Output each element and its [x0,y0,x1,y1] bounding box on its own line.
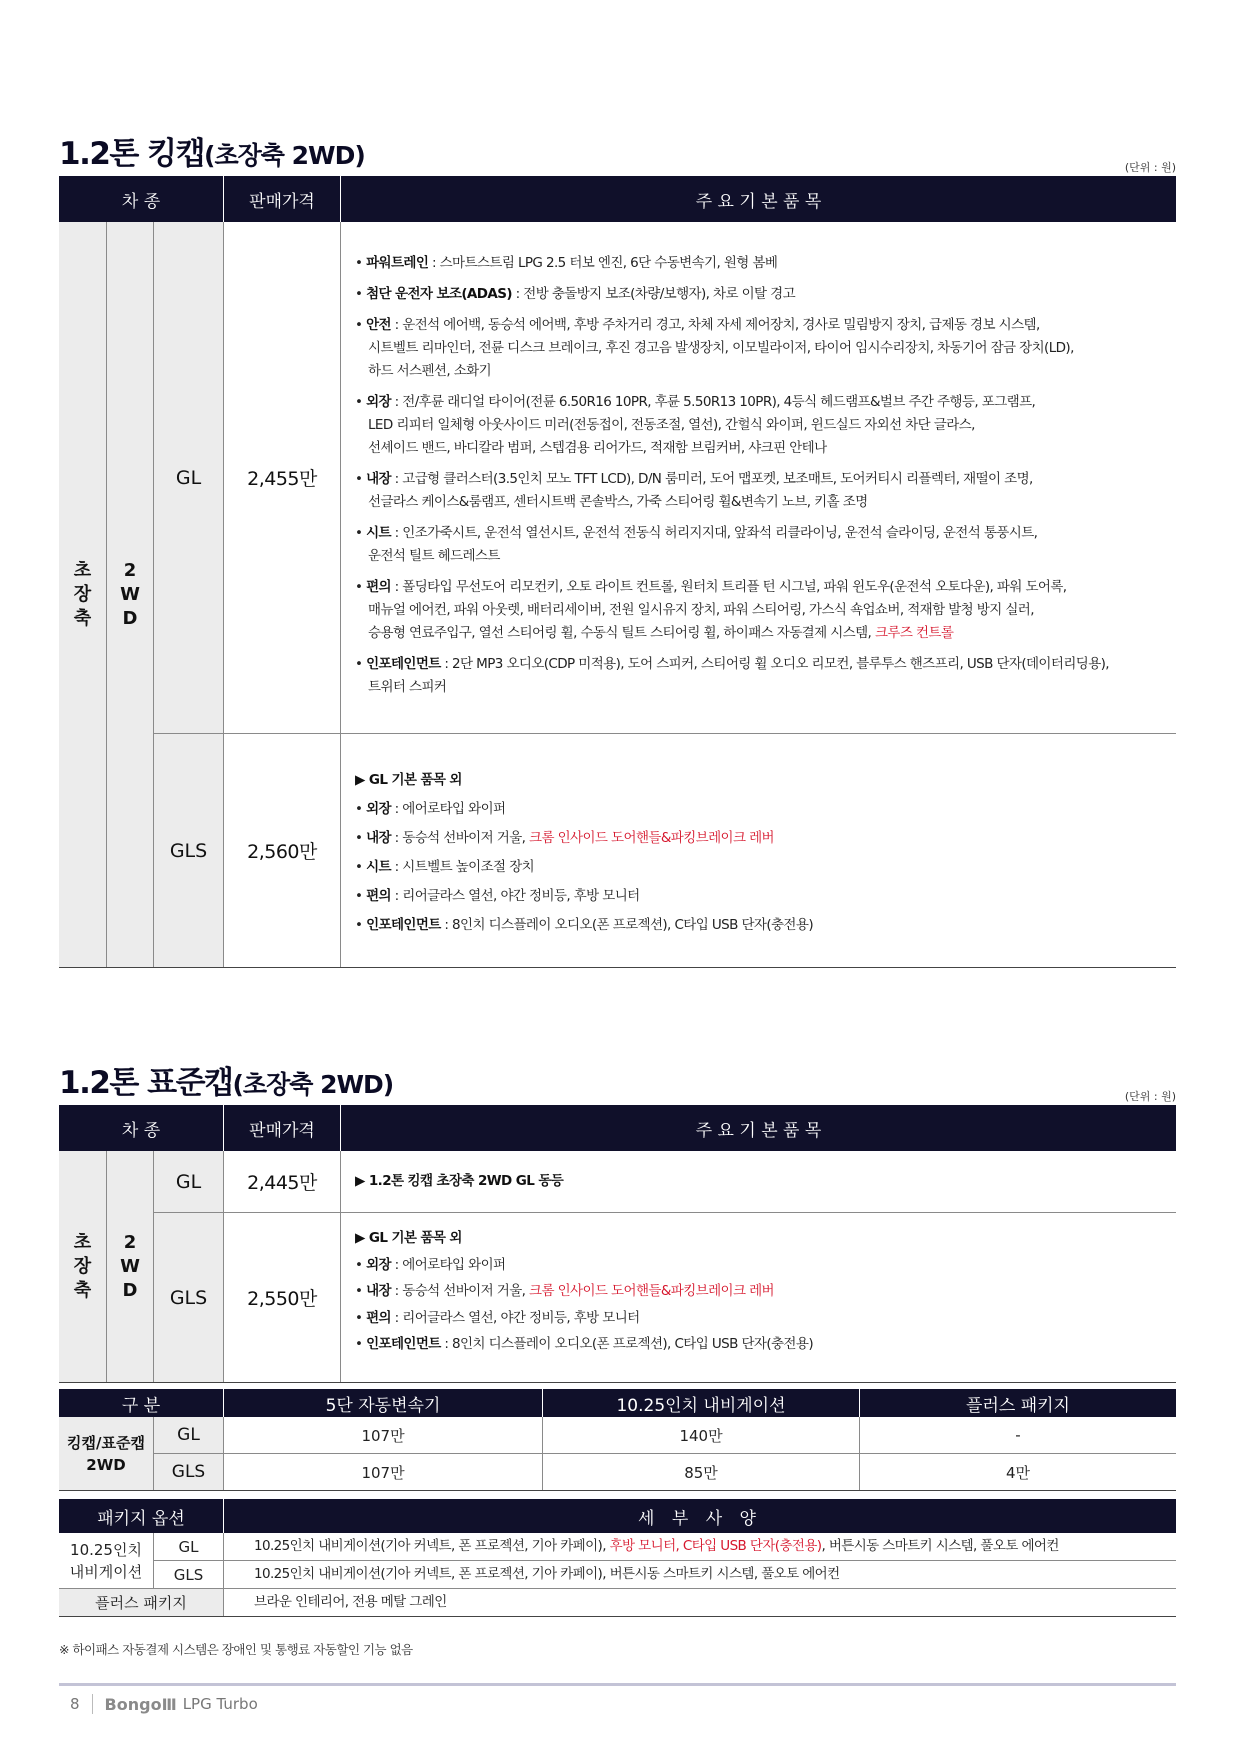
header-price: 판매가격 [224,176,340,222]
section2-table [59,1105,1176,1385]
gls-items [355,795,1170,940]
list-item: • 안전 : 운전석 에어백, 동승석 에어백, 후방 주차거리 경고, 차체 자세 제어장치, 경사로 밀림방지 장치, 급제동 경보 시스템, [355,317,1040,333]
group-drive-cell [107,222,153,967]
list-item: • 첨단 운전자 보조(ADAS) : 전방 충돌방지 보조(차량/보행자), 차로 이탈 경고 [355,286,796,302]
page-number: 8 [70,1695,80,1713]
header-category: 구 분 [59,1389,223,1417]
option-gl-plus: - [1015,1426,1021,1444]
footer-brand: BongoⅢ [104,1694,177,1714]
list-item: • 편의 : 리어글라스 열선, 야간 정비등, 후방 모니터 [355,888,640,904]
section1-table [59,176,1176,968]
group-drive-cell [107,1151,153,1382]
option-gl-transmission: 107만 [361,1426,405,1445]
group-axle-cell [59,1151,106,1382]
trim-gls-cell [154,1213,223,1382]
package-plus-detail: 브라운 인테리어, 전용 메탈 그레인 [254,1594,447,1610]
group-axle-cell [59,222,106,967]
header-price: 판매가격 [224,1105,340,1151]
option-trim-gl [154,1417,223,1453]
option-group-line2: 2WD [86,1455,126,1474]
header-items: 주 요 기 본 품 목 [341,1105,1176,1151]
list-item: • 인포테인먼트 : 8인치 디스플레이 오디오(폰 프로젝션), C타입 USB 단자(충전용) [355,917,813,933]
section1-title-main: 1.2톤 킹캡 [59,136,205,172]
gls-items-list [355,1225,1170,1358]
option-price-table [59,1389,1176,1492]
list-item-continued: LED 리피터 일체형 아웃사이드 미러(전동접이, 전동조절, 열선), 간헐식 와이퍼, 윈드실드 자외선 차단 글라스, [368,417,975,433]
header-items: 주 요 기 본 품 목 [341,176,1176,222]
option-trim-gls [154,1454,223,1490]
trim-gls: GLS [169,839,208,862]
option-gl-navigation: 140만 [679,1426,723,1445]
list-item-continued: 트위터 스피커 [368,679,447,695]
price-gls-cell [224,734,340,967]
package-gls-detail: 10.25인치 내비게이션(기아 커넥트, 폰 프로젝션, 기아 카페이), 버튼시동 스마트키 시스템, 풀오토 에어컨 [254,1566,840,1582]
list-item: • 시트 : 시트벨트 높이조절 장치 [355,859,535,875]
trim-gl: GL [175,466,202,489]
price-gl: 2,445만 [247,1172,317,1194]
gl-equivalent-text: ▶ 1.2톤 킹캡 초장축 2WD GL 동등 [355,1173,564,1189]
list-item-continued: 매뉴얼 에어컨, 파워 아웃렛, 배터리세이버, 전원 일시유지 장치, 파워 스티어링, 가스식 쇽업쇼버, 적재함 발청 방지 실러, [368,602,1034,618]
section2-title-main: 1.2톤 표준캡 [59,1065,233,1101]
section1-title-sub: (초장축 2WD) [204,141,365,170]
group-axle: 초장축 [73,559,92,629]
list-item-continued: 선셰이드 밴드, 바디칼라 범퍼, 스텝겸용 리어가드, 적재함 브림커버, 샤크핀 안테나 [368,440,827,456]
header-navigation: 10.25인치 내비게이션 [543,1389,859,1417]
gls-items-head: ▶ GL 기본 품목 외 [355,1230,462,1246]
header-package-detail: 세 부 사 양 [224,1499,1176,1533]
package-gl-detail: 10.25인치 내비게이션(기아 커넥트, 폰 프로젝션, 기아 카페이), 후방 모니터, C타입 USB 단자(충전용), 버튼시동 스마트키 시스템, 풀오토 에어컨 [254,1538,1059,1554]
list-item: • 파워트레인 : 스마트스트림 LPG 2.5 터보 엔진, 6단 수동변속기, 원형 봄베 [355,255,778,271]
header-model: 차 종 [59,1105,223,1151]
list-item: • 시트 : 인조가죽시트, 운전석 열선시트, 운전석 전동식 허리지지대, 앞좌석 리클라이닝, 운전석 슬라이딩, 운전석 통풍시트, [355,525,1038,541]
option-trim-gl-label: GL [177,1425,200,1445]
list-item-continued: 하드 서스펜션, 소화기 [368,363,492,379]
option-trim-gls-label: GLS [171,1462,206,1482]
header-plus-package: 플러스 패키지 [860,1389,1176,1417]
trim-gl-cell [154,1151,223,1212]
package-nav-cell [59,1533,153,1588]
option-gls-transmission: 107만 [361,1463,405,1482]
price-gls: 2,550만 [247,1288,317,1310]
footer-model: LPG Turbo [182,1695,258,1713]
gls-items-list [355,766,1170,940]
list-item: • 내장 : 동승석 선바이저 거울, 크롬 인사이드 도어핸들&파킹브레이크 레버 [355,830,774,846]
list-item: • 인포테인먼트 : 8인치 디스플레이 오디오(폰 프로젝션), C타입 USB 단자(충전용) [355,1336,813,1352]
package-plus-label-cell [59,1589,223,1616]
list-item-continued: 시트벨트 리마인더, 전륜 디스크 브레이크, 후진 경고음 발생장치, 이모빌라이저, 타이어 임시수리장치, 차동기어 잠금 장치(LD), [368,340,1074,356]
section2-title-sub: (초장축 2WD) [232,1070,394,1099]
trim-gl-cell [154,222,223,733]
trim-gls-cell [154,734,223,967]
package-plus-label: 플러스 패키지 [95,1594,187,1612]
gls-items [355,1252,1170,1358]
gl-items-list [355,252,1170,699]
price-gls-cell [224,1213,340,1382]
option-group-line1: 킹캡/표준캡 [67,1433,145,1452]
group-drive: 2WD [120,559,140,629]
option-group-cell [59,1417,153,1490]
footnote: ※ 하이패스 자동결제 시스템은 장애인 및 통행료 자동할인 기능 없음 [59,1642,413,1657]
gls-items-head: ▶ GL 기본 품목 외 [355,772,462,788]
list-item: • 편의 : 리어글라스 열선, 야간 정비등, 후방 모니터 [355,1309,640,1326]
price-gl: 2,455만 [247,468,317,490]
group-drive: 2WD [120,1231,140,1301]
list-item-continued: 운전석 틸트 헤드레스트 [368,548,500,564]
package-detail-table [59,1499,1176,1617]
section1-title [59,128,365,173]
section2-unit: (단위 : 원) [1124,1090,1176,1103]
list-item: • 인포테인먼트 : 2단 MP3 오디오(CDP 미적용), 도어 스피커, 스티어링 휠 오디오 리모컨, 블루투스 핸즈프리, USB 단자(데이터리딩용), [355,656,1109,672]
list-item: • 외장 : 전/후륜 래디얼 타이어(전륜 6.50R16 10PR, 후륜 5.50R13 10PR), 4등식 헤드램프&벌브 주간 주행등, 포그램프, [355,394,1036,410]
header-model: 차 종 [59,176,223,222]
list-item: • 내장 : 동승석 선바이저 거울, 크롬 인사이드 도어핸들&파킹브레이크 레버 [355,1283,774,1299]
package-nav-line1: 10.25인치 [70,1540,142,1559]
list-item: • 편의 : 폴딩타입 무선도어 리모컨키, 오토 라이트 컨트롤, 원터치 트리플 턴 시그널, 파워 윈도우(운전석 오토다운), 파워 도어록, [355,579,1067,595]
price-gls: 2,560만 [247,841,317,863]
price-gl-cell [224,1151,340,1212]
section1-unit: (단위 : 원) [1124,161,1176,174]
section2-title [59,1057,393,1102]
list-item-continued: 승용형 연료주입구, 열선 스티어링 휠, 수동식 틸트 스티어링 휠, 하이패스 자동결제 시스템, 크루즈 컨트롤 [368,625,954,641]
package-trim-gls: GLS [173,1565,204,1584]
option-gls-navigation: 85만 [684,1463,718,1482]
package-nav-line2: 내비게이션 [69,1562,143,1581]
list-item-continued: 선글라스 케이스&룸램프, 센터시트백 콘솔박스, 가죽 스티어링 휠&변속기 노브, 키홀 조명 [368,494,868,510]
price-gl-cell [224,222,340,733]
header-package-option: 패키지 옵션 [59,1499,223,1533]
trim-gls: GLS [169,1286,208,1309]
footer-divider [59,1683,1176,1686]
list-item: • 내장 : 고급형 클러스터(3.5인치 모노 TFT LCD), D/N 룸미러, 도어 맵포켓, 보조매트, 도어커티시 리플렉터, 재떨이 조명, [355,471,1033,487]
trim-gl: GL [175,1170,202,1193]
footer [70,1694,258,1714]
gl-items-list [355,1170,1170,1193]
list-item: • 외장 : 에어로타입 와이퍼 [355,801,506,817]
group-axle: 초장축 [73,1231,92,1301]
list-item: • 외장 : 에어로타입 와이퍼 [355,1256,506,1273]
option-gls-plus: 4만 [1005,1463,1031,1482]
package-trim-gl: GL [178,1537,199,1556]
header-transmission: 5단 자동변속기 [224,1389,542,1417]
